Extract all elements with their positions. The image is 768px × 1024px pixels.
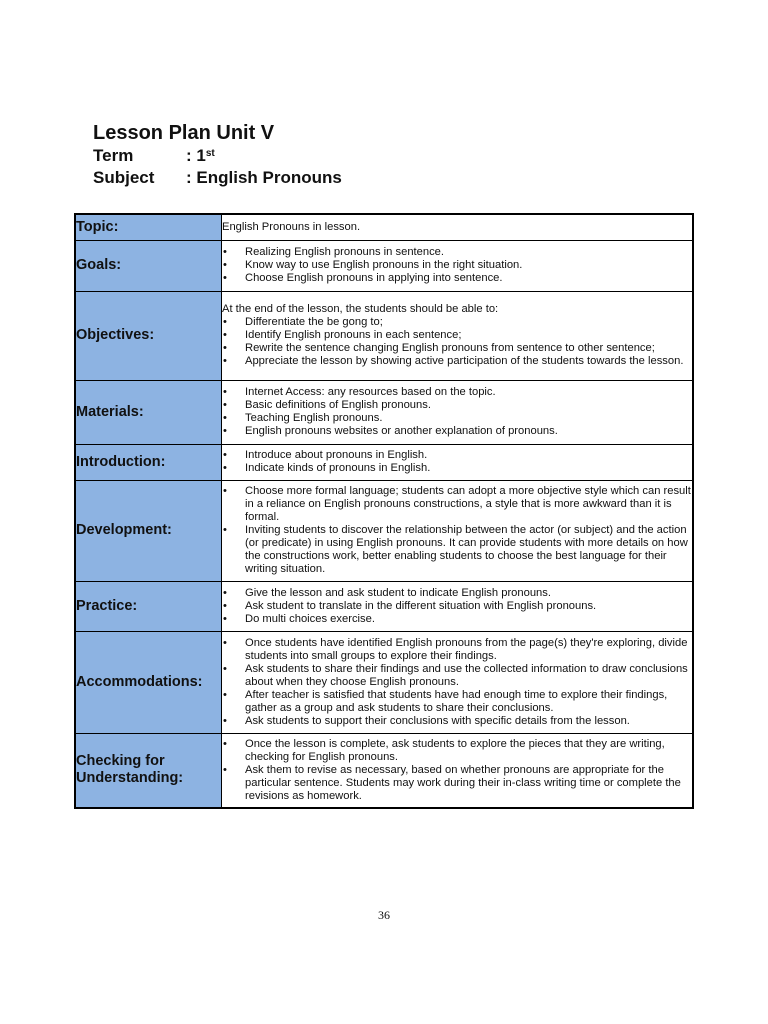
row-content bbox=[222, 444, 694, 480]
bullet-item: • Differentiate the be gong to; bbox=[222, 316, 692, 329]
bullet-list bbox=[222, 449, 692, 475]
bullet-item: • Ask students to share their findings and use the collected information to draw conclusions about when they choose English pronouns. bbox=[222, 663, 692, 689]
table-row bbox=[75, 581, 693, 631]
bullet-item: • Once the lesson is complete, ask students to explore the pieces that they are writing, checking for English pronouns. bbox=[222, 738, 692, 764]
row-label: Goals: bbox=[75, 240, 222, 291]
table-row bbox=[75, 480, 693, 581]
row-content bbox=[222, 380, 694, 444]
page-number: 36 bbox=[378, 908, 390, 922]
bullet-item: • Identify English pronouns in each sentence; bbox=[222, 329, 692, 342]
subject-row bbox=[93, 167, 342, 189]
bullet-item: • Basic definitions of English pronouns. bbox=[222, 399, 692, 412]
bullet-item: • Once students have identified English pronouns from the page(s) they're exploring, divide students into small groups to explore their findings. bbox=[222, 637, 692, 663]
bullet-item: • Give the lesson and ask student to indicate English pronouns. bbox=[222, 587, 692, 600]
term-value bbox=[186, 145, 215, 167]
row-label: Checking for Understanding: bbox=[75, 733, 222, 808]
bullet-item: • Choose more formal language; students can adopt a more objective style which can result in a reliance on English pronouns constructions, a style that is more awkward than it is formal. bbox=[222, 485, 692, 524]
row-content bbox=[222, 240, 694, 291]
row-label: Objectives: bbox=[75, 291, 222, 380]
row-content bbox=[222, 733, 694, 808]
bullet-item: • Inviting students to discover the relationship between the actor (or subject) and the action (or predicate) in using English pronouns. It can provide students with more details on how the constructions work, better enabling students to choose the best language for their writing situation. bbox=[222, 524, 692, 576]
bullet-item: • After teacher is satisfied that students have had enough time to explore their findings, gather as a group and ask students to share their conclusions. bbox=[222, 689, 692, 715]
bullet-list bbox=[222, 316, 692, 368]
lesson-plan-table-body bbox=[75, 214, 693, 808]
table-row bbox=[75, 380, 693, 444]
bullet-item: • English pronouns websites or another explanation of pronouns. bbox=[222, 425, 692, 438]
bullet-list bbox=[222, 485, 692, 576]
bullet-list bbox=[222, 386, 692, 438]
term-label: Term bbox=[93, 146, 134, 165]
table-row bbox=[75, 214, 693, 240]
term-value-superscript: st bbox=[205, 148, 215, 159]
lesson-plan-table bbox=[74, 213, 694, 809]
row-content bbox=[222, 631, 694, 733]
bullet-list bbox=[222, 246, 692, 285]
row-content bbox=[222, 581, 694, 631]
bullet-list bbox=[222, 738, 692, 803]
document-header bbox=[93, 121, 342, 189]
row-label: Introduction: bbox=[75, 444, 222, 480]
row-text: English Pronouns in lesson. bbox=[222, 220, 361, 233]
bullet-item: • Realizing English pronouns in sentence. bbox=[222, 246, 692, 259]
row-text: At the end of the lesson, the students should be able to: bbox=[222, 303, 499, 315]
bullet-item: • Ask students to support their conclusions with specific details from the lesson. bbox=[222, 715, 692, 728]
bullet-item: • Teaching English pronouns. bbox=[222, 412, 692, 425]
table-row bbox=[75, 444, 693, 480]
row-label: Development: bbox=[75, 480, 222, 581]
bullet-item: • Ask them to revise as necessary, based on whether pronouns are appropriate for the particular sentence. Students may work during their in-class writing time or complete the revisions as homework. bbox=[222, 764, 692, 803]
row-label: Materials: bbox=[75, 380, 222, 444]
row-label: Topic: bbox=[75, 214, 222, 240]
document-title: Lesson Plan Unit V bbox=[93, 122, 275, 144]
table-row bbox=[75, 733, 693, 808]
row-content bbox=[222, 480, 694, 581]
bullet-item: • Ask student to translate in the different situation with English pronouns. bbox=[222, 600, 692, 613]
bullet-list bbox=[222, 587, 692, 626]
term-value-text: : 1 bbox=[186, 146, 206, 165]
bullet-item: • Do multi choices exercise. bbox=[222, 613, 692, 626]
bullet-item: • Rewrite the sentence changing English pronouns from sentence to other sentence; bbox=[222, 342, 692, 355]
term-row bbox=[93, 145, 342, 167]
row-label: Practice: bbox=[75, 581, 222, 631]
subject-value: : English Pronouns bbox=[186, 168, 342, 187]
row-label: Accommodations: bbox=[75, 631, 222, 733]
subject-label: Subject bbox=[93, 168, 155, 187]
table-row bbox=[75, 291, 693, 380]
bullet-item: • Introduce about pronouns in English. bbox=[222, 449, 692, 462]
table-row bbox=[75, 240, 693, 291]
bullet-item: • Know way to use English pronouns in the right situation. bbox=[222, 259, 692, 272]
row-content bbox=[222, 291, 694, 380]
row-content bbox=[222, 214, 694, 240]
bullet-item: • Choose English pronouns in applying into sentence. bbox=[222, 272, 692, 285]
table-row bbox=[75, 631, 693, 733]
bullet-list bbox=[222, 637, 692, 728]
bullet-item: • Internet Access: any resources based on the topic. bbox=[222, 386, 692, 399]
bullet-item: • Indicate kinds of pronouns in English. bbox=[222, 462, 692, 475]
bullet-item: • Appreciate the lesson by showing active participation of the students towards the lesson. bbox=[222, 355, 692, 368]
